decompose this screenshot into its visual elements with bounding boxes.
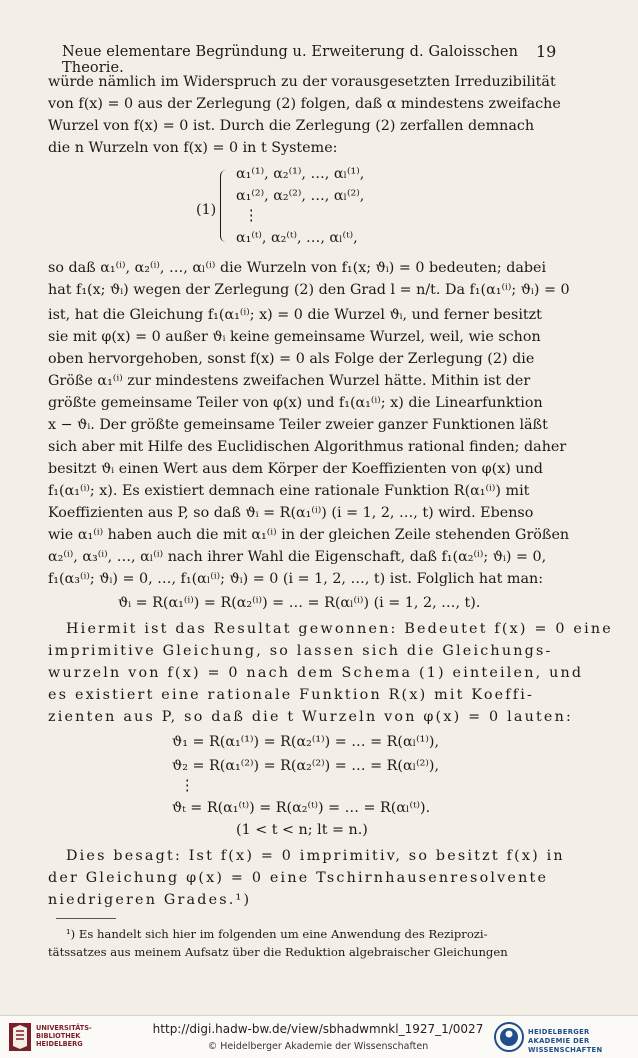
text-line: sich aber mit Hilfe des Euclidischen Algorithmus rational finden; daher [48, 439, 567, 455]
system-row: α₁⁽¹⁾, α₂⁽¹⁾, …, αₗ⁽¹⁾, [236, 166, 365, 182]
academy-seal-icon [494, 1020, 524, 1054]
university-library-logo-icon [8, 1022, 32, 1052]
footnote-line: ¹) Es handelt sich hier im folgenden um eine Anwendung des Reziprozi- [66, 927, 488, 941]
result-line: imprimitive Gleichung, so lassen sich die Gleichungs- [48, 643, 553, 659]
university-library-name: UNIVERSITÄTS- BIBLIOTHEK HEIDELBERG [36, 1024, 92, 1048]
display-equation: ϑᵢ = R(α₁⁽ⁱ⁾) = R(α₂⁽ⁱ⁾) = … = R(αₗ⁽ⁱ⁾) (i = 1, 2, …, t). [118, 595, 481, 611]
text-line: Koeffizienten aus P, so daß ϑᵢ = R(α₁⁽ⁱ⁾) (i = 1, 2, …, t) wird. Ebenso [48, 505, 534, 521]
display-equation: ϑ₁ = R(α₁⁽¹⁾) = R(α₂⁽¹⁾) = … = R(αₗ⁽¹⁾), [172, 734, 439, 750]
running-title: Neue elementare Begründung u. Erweiterung d. Galoisschen Theorie. [62, 44, 519, 76]
text-line: x − ϑᵢ. Der größte gemeinsame Teiler zweier ganzer Funktionen läßt [48, 417, 548, 433]
display-condition: (1 < t < n; lt = n.) [236, 822, 368, 838]
conclusion-line: niedrigeren Grades.¹) [48, 892, 252, 908]
text-line: wie α₁⁽ⁱ⁾ haben auch die mit α₁⁽ⁱ⁾ in der gleichen Zeile stehenden Größen [48, 527, 570, 543]
system-row: α₁⁽ᵗ⁾, α₂⁽ᵗ⁾, …, αₗ⁽ᵗ⁾, [236, 230, 358, 246]
footnote-line: tätssatzes aus meinem Aufsatz über die Reduktion algebraischer Gleichungen [48, 945, 508, 959]
page-number: 19 [536, 42, 557, 61]
result-line: zienten aus P, so daß die t Wurzeln von φ(x) = 0 lauten: [48, 709, 574, 725]
system-brace [220, 170, 231, 242]
text-line: von f(x) = 0 aus der Zerlegung (2) folgen, daß α mindestens zweifache [48, 96, 561, 112]
conclusion-line: Dies besagt: Ist f(x) = 0 imprimitiv, so besitzt f(x) in [66, 848, 565, 864]
text-line: würde nämlich im Widerspruch zu der vorausgesetzten Irreduzibilität [48, 74, 556, 90]
text-line: Größe α₁⁽ⁱ⁾ zur mindestens zweifachen Wurzel hätte. Mithin ist der [48, 373, 531, 389]
text-line: die n Wurzeln von f(x) = 0 in t Systeme: [48, 140, 338, 156]
text-line: sie mit φ(x) = 0 außer ϑᵢ keine gemeinsame Wurzel, weil, wie schon [48, 329, 541, 345]
text-line: f₁(α₃⁽ⁱ⁾; ϑᵢ) = 0, …, f₁(αₗ⁽ⁱ⁾; ϑᵢ) = 0 (i = 1, 2, …, t) ist. Folglich hat man: [48, 571, 544, 587]
vertical-dots: ⋮ [180, 778, 195, 794]
viewer-footer [0, 1015, 638, 1058]
equation-label: (1) [196, 202, 217, 218]
text-line: besitzt ϑᵢ einen Wert aus dem Körper der Koeffizienten von φ(x) und [48, 461, 543, 477]
text-line: α₂⁽ⁱ⁾, α₃⁽ⁱ⁾, …, αₗ⁽ⁱ⁾ nach ihrer Wahl die Eigenschaft, daß f₁(α₂⁽ⁱ⁾; ϑᵢ) = 0, [48, 549, 547, 565]
result-line: es existiert eine rationale Funktion R(x) mit Koeffi- [48, 687, 535, 703]
display-equation: ϑₜ = R(α₁⁽ᵗ⁾) = R(α₂⁽ᵗ⁾) = … = R(αₗ⁽ᵗ⁾). [172, 800, 431, 816]
result-line: wurzeln von f(x) = 0 nach dem Schema (1) einteilen, und [48, 665, 584, 681]
academy-name: HEIDELBERGER AKADEMIE DER WISSENSCHAFTEN [528, 1028, 603, 1054]
text-line: oben hervorgehoben, sonst f(x) = 0 als Folge der Zerlegung (2) die [48, 351, 535, 367]
vertical-dots: ⋮ [244, 208, 259, 224]
permalink-url[interactable]: http://digi.hadw-bw.de/view/sbhadwmnkl_1927_1/0027 [152, 1022, 484, 1036]
text-line: so daß α₁⁽ⁱ⁾, α₂⁽ⁱ⁾, …, αₗ⁽ⁱ⁾ die Wurzeln von f₁(x; ϑᵢ) = 0 bedeuten; dabei [48, 260, 547, 276]
text-line: f₁(α₁⁽ⁱ⁾; x). Es existiert demnach eine rationale Funktion R(α₁⁽ⁱ⁾) mit [48, 483, 530, 499]
text-line: hat f₁(x; ϑᵢ) wegen der Zerlegung (2) den Grad l = n/t. Da f₁(α₁⁽ⁱ⁾; ϑᵢ) = 0 [48, 282, 570, 298]
text-line: ist, hat die Gleichung f₁(α₁⁽ⁱ⁾; x) = 0 die Wurzel ϑᵢ, und ferner besitzt [48, 307, 542, 323]
conclusion-line: der Gleichung φ(x) = 0 eine Tschirnhausenresolvente [48, 870, 549, 886]
display-equation: ϑ₂ = R(α₁⁽²⁾) = R(α₂⁽²⁾) = … = R(αₗ⁽²⁾), [172, 758, 439, 774]
text-line: Wurzel von f(x) = 0 ist. Durch die Zerlegung (2) zerfallen demnach [48, 118, 535, 134]
copyright-notice: © Heidelberger Akademie der Wissenschaften [207, 1041, 429, 1052]
text-line: größte gemeinsame Teiler von φ(x) und f₁(α₁⁽ⁱ⁾; x) die Linearfunktion [48, 395, 543, 411]
footnote-rule [56, 918, 116, 919]
result-line: Hiermit ist das Resultat gewonnen: Bedeutet f(x) = 0 eine [66, 621, 613, 637]
system-row: α₁⁽²⁾, α₂⁽²⁾, …, αₗ⁽²⁾, [236, 188, 365, 204]
